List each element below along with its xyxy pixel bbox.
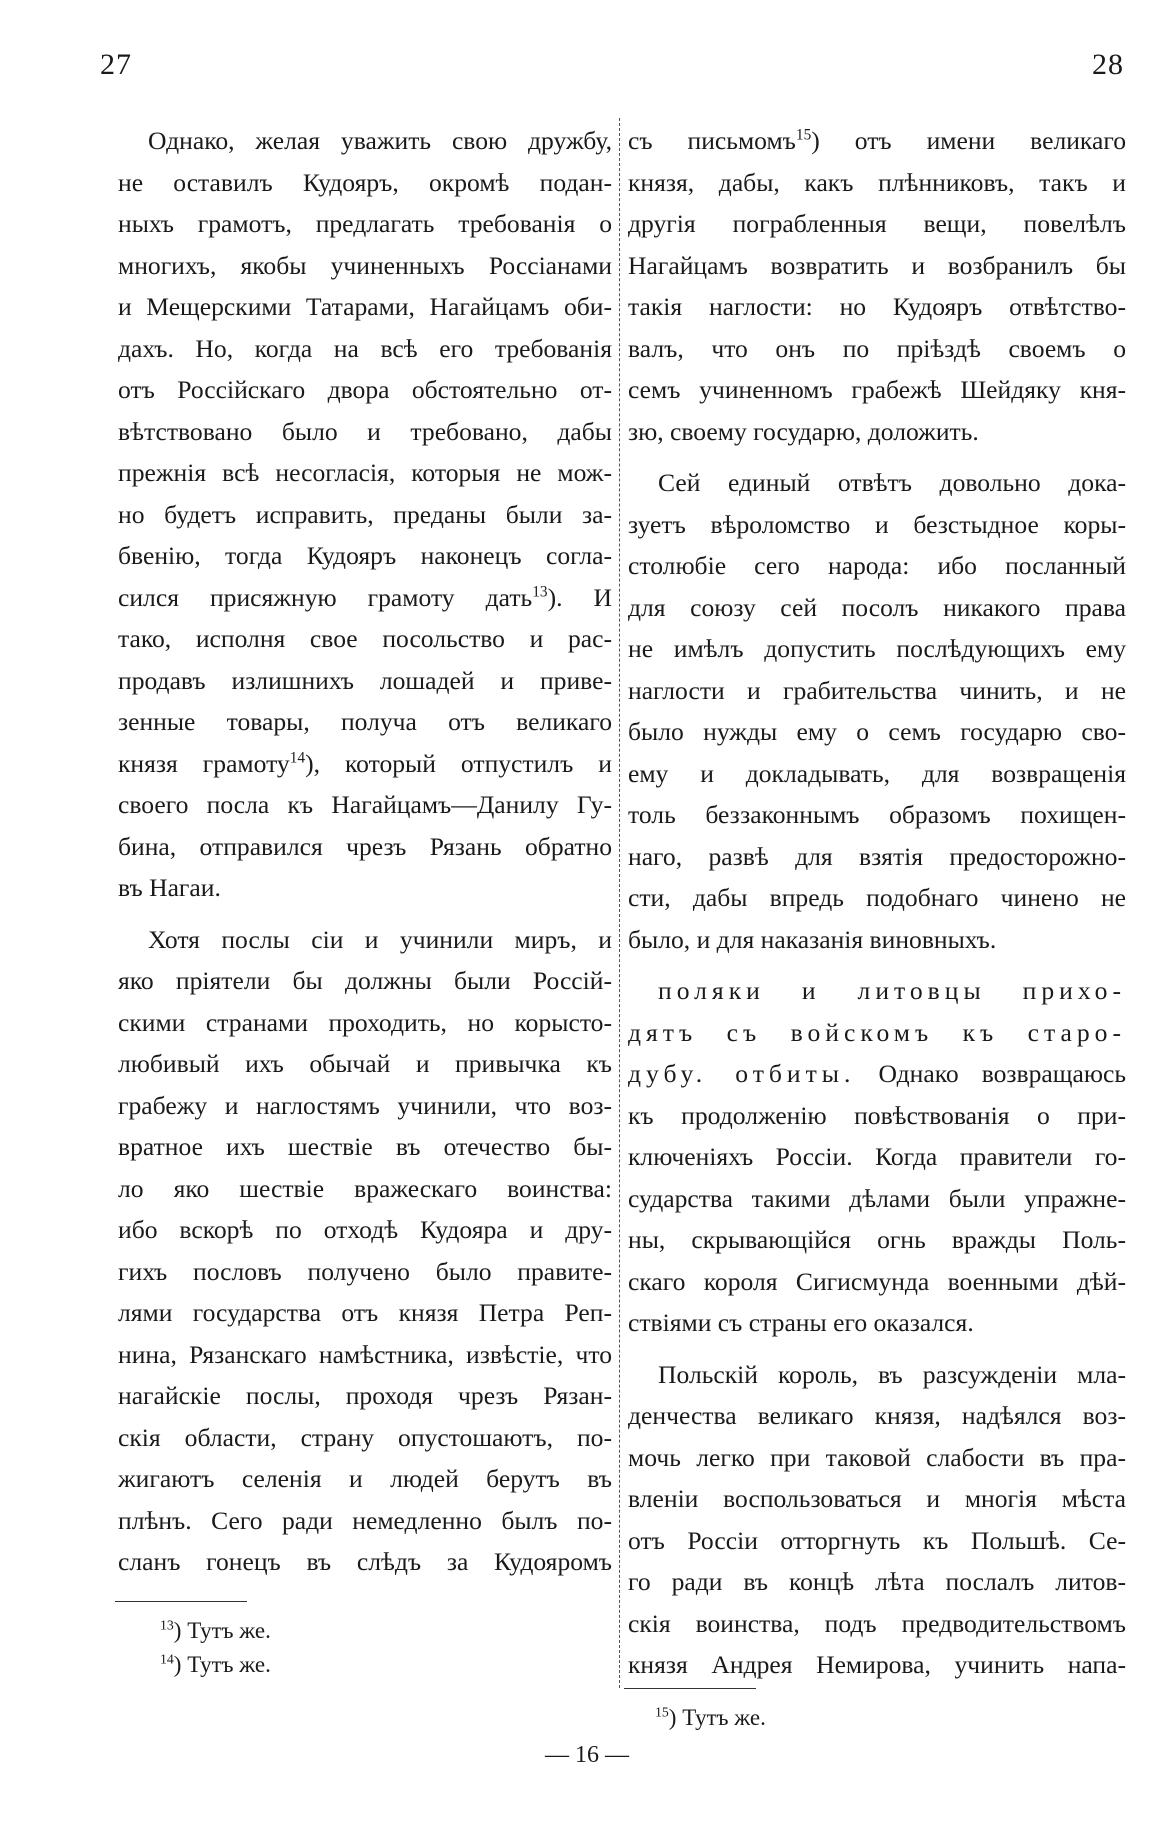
line-text: сланъ гонецъ въ слѣдъ за Кудояромъ xyxy=(118,1547,612,1576)
text-line xyxy=(118,1251,612,1293)
line-text: для союзу сей посолъ никакого права xyxy=(628,592,1126,622)
text-line xyxy=(118,577,612,619)
text-line xyxy=(628,545,1126,587)
line-text: скія воинства, подъ предводительствомъ xyxy=(628,1608,1126,1638)
line-text: наго, развѣ для взятія предосторожно- xyxy=(628,841,1126,871)
line-text-after: ) отъ имени великаго xyxy=(811,126,1126,155)
text-line xyxy=(118,245,612,287)
text-line xyxy=(118,1126,612,1168)
text-line xyxy=(628,328,1126,370)
text-line xyxy=(628,369,1126,411)
line-text: другія пограбленныя вещи, повелѣлъ xyxy=(628,209,1126,238)
line-text: жигаютъ селенія и людей берутъ въ xyxy=(118,1464,612,1493)
line-text: продавъ излишнихъ лошадей и приве- xyxy=(118,665,612,695)
text-line xyxy=(118,743,612,785)
footnote-number: 14 xyxy=(160,1651,174,1667)
text-line xyxy=(628,1012,1126,1054)
line-text: вратное ихъ шествіе въ отечество бы- xyxy=(118,1132,612,1161)
text-line xyxy=(628,1053,1126,1095)
text-line xyxy=(118,452,612,494)
line-text: Однако, желая уважить свою дружбу, xyxy=(148,126,612,155)
line-text: мочь легко при таковой слабости въ пра- xyxy=(628,1442,1126,1472)
text-line xyxy=(118,535,612,577)
line-text: князя грамоту xyxy=(118,748,290,778)
paragraph-gap xyxy=(628,960,1126,970)
page-number-right: 28 xyxy=(1092,48,1124,81)
text-line xyxy=(628,1395,1126,1437)
text-line xyxy=(118,328,612,370)
section-heading: поляки и литовцы прихо- xyxy=(658,976,1126,1005)
section-heading: дубу. отбиты. xyxy=(628,1059,856,1088)
text-line xyxy=(118,120,612,162)
sheet-number: — 16 — xyxy=(545,1742,629,1768)
line-text: съ письмомъ xyxy=(628,126,796,155)
text-line xyxy=(628,1095,1126,1137)
text-line xyxy=(628,794,1126,836)
line-text: наглости и грабительства чинить, и не xyxy=(628,675,1126,705)
line-text: не оставилъ Кудояръ, окромѣ подан- xyxy=(118,167,612,197)
line-text: Нагайцамъ возвратить и возбранилъ бы xyxy=(628,250,1126,280)
line-text-after: Однако возвращаюсь xyxy=(855,1059,1126,1088)
line-text: своего посла къ Нагайцамъ—Данилу Гу- xyxy=(118,790,612,819)
line-text: сился присяжную грамоту дать xyxy=(118,582,533,612)
line-text: зенные товары, получа отъ великаго xyxy=(118,707,612,736)
section-heading: дятъ съ войскомъ къ старо- xyxy=(628,1017,1126,1047)
line-text-after: ), который отпустилъ и xyxy=(305,748,612,778)
text-line xyxy=(628,1520,1126,1562)
text-line xyxy=(118,203,612,245)
line-text: зуетъ вѣроломство и безстыдное коры- xyxy=(628,509,1126,539)
line-text: столюбіе сего народа: ибо посланный xyxy=(628,551,1126,580)
line-text: грабежу и наглостямъ учинили, что воз- xyxy=(118,1090,612,1120)
line-text: князя Андрея Немирова, учинить напа- xyxy=(628,1650,1126,1679)
text-line xyxy=(628,1437,1126,1479)
text-line xyxy=(628,836,1126,878)
footnote xyxy=(655,1701,766,1735)
line-text: Хотя послы сіи и учинили миръ, и xyxy=(148,924,612,954)
text-line xyxy=(118,1500,612,1542)
text-line xyxy=(628,753,1126,795)
text-line xyxy=(118,1168,612,1210)
text-line xyxy=(628,1219,1126,1261)
text-line xyxy=(118,1375,612,1417)
line-text: яко пріятели бы должны были Россій- xyxy=(118,966,612,995)
text-line xyxy=(118,286,612,328)
text-line xyxy=(118,162,612,204)
text-line xyxy=(118,1209,612,1251)
text-line xyxy=(628,1302,1126,1344)
line-text: семъ учиненномъ грабежѣ Шейдяку кня- xyxy=(628,375,1126,404)
line-text: ны, скрывающійся огнь вражды Поль- xyxy=(628,1225,1126,1254)
line-text: вѣтствовано было и требовано, дабы xyxy=(118,416,612,446)
right-text-column xyxy=(628,120,1126,1686)
paragraph-gap xyxy=(628,452,1126,462)
text-line xyxy=(118,826,612,868)
footnote-text: ) Тутъ же. xyxy=(173,1618,271,1643)
footnote-rule-right xyxy=(624,1688,756,1689)
text-line xyxy=(118,411,612,453)
line-text: скія области, страну опустошаютъ, по- xyxy=(118,1422,612,1452)
line-text: ныхъ грамотъ, предлагать требованія о xyxy=(118,209,612,238)
text-line xyxy=(628,1478,1126,1520)
text-line xyxy=(118,1085,612,1127)
text-line xyxy=(628,162,1126,204)
left-text-column xyxy=(118,120,612,1583)
text-line xyxy=(628,1603,1126,1645)
text-line xyxy=(118,919,612,961)
footnote-number: 13 xyxy=(160,1617,174,1633)
line-text: толь беззаконнымъ образомъ похищен- xyxy=(628,800,1126,829)
line-text: отъ Россійскаго двора обстоятельно от- xyxy=(118,375,612,404)
text-line xyxy=(628,245,1126,287)
line-text: валъ, что онъ по пріѣздѣ своемъ о xyxy=(628,333,1126,363)
footnote-text: ) Тутъ же. xyxy=(173,1652,271,1677)
text-line xyxy=(118,1043,612,1085)
text-line xyxy=(628,1136,1126,1178)
text-line xyxy=(628,504,1126,546)
text-line xyxy=(628,1354,1126,1396)
text-line xyxy=(118,660,612,702)
text-line xyxy=(118,494,612,536)
text-line xyxy=(628,286,1126,328)
text-line xyxy=(118,1541,612,1583)
footnotes-left xyxy=(160,1614,271,1682)
line-text: бвенію, тогда Кудояръ наконецъ согла- xyxy=(118,541,612,570)
footnote-rule-left xyxy=(115,1601,247,1602)
footnote xyxy=(160,1648,271,1682)
line-text: скаго короля Сигисмунда военными дѣй- xyxy=(628,1266,1126,1296)
line-text: дахъ. Но, когда на всѣ его требованія xyxy=(118,333,612,363)
text-line xyxy=(628,587,1126,629)
text-line xyxy=(118,1458,612,1500)
text-line xyxy=(118,784,612,826)
line-text: денчества великаго князя, надѣялся воз- xyxy=(628,1401,1126,1430)
line-text: князя, дабы, какъ плѣнниковъ, такъ и xyxy=(628,167,1126,197)
line-text: къ продолженію повѣствованія о при- xyxy=(628,1100,1126,1130)
text-line xyxy=(628,1178,1126,1220)
line-text: не имѣлъ допустить послѣдующихъ ему xyxy=(628,634,1126,663)
text-line xyxy=(628,1261,1126,1303)
text-line xyxy=(628,411,1126,453)
text-line xyxy=(628,203,1126,245)
footnote-text: ) Тутъ же. xyxy=(668,1705,766,1730)
text-line xyxy=(628,670,1126,712)
paragraph-gap xyxy=(628,1344,1126,1354)
text-line xyxy=(628,120,1126,162)
footnote-number: 15 xyxy=(655,1704,669,1720)
line-text: лями государства отъ князя Петра Реп- xyxy=(118,1298,612,1327)
text-line xyxy=(118,960,612,1002)
footnote-ref: 14 xyxy=(289,748,306,766)
text-line xyxy=(628,1561,1126,1603)
text-line xyxy=(118,618,612,660)
text-line xyxy=(118,867,612,909)
footnote-ref: 13 xyxy=(532,582,548,600)
line-text: было, и для наказанія виновныхъ. xyxy=(628,924,997,954)
line-text: ибо вскорѣ по отходѣ Кудояра и дру- xyxy=(118,1215,612,1244)
line-text: въ Нагаи. xyxy=(118,873,221,902)
line-text: ствіями съ страны его оказался. xyxy=(628,1308,974,1337)
line-text: ключеніяхъ Россіи. Когда правители го- xyxy=(628,1142,1126,1171)
footnote-ref: 15 xyxy=(795,126,812,144)
line-text-after: ). И xyxy=(547,582,612,612)
text-line xyxy=(118,1002,612,1044)
text-line xyxy=(628,462,1126,504)
line-text: нагайскіе послы, проходя чрезъ Рязан- xyxy=(118,1381,612,1410)
text-line xyxy=(118,701,612,743)
line-text: зю, своему государю, доложить. xyxy=(628,416,979,446)
line-text: тако, исполня свое посольство и рас- xyxy=(118,624,612,653)
paragraph-gap xyxy=(118,909,612,919)
text-line xyxy=(628,1644,1126,1686)
text-line xyxy=(628,628,1126,670)
line-text: такія наглости: но Кудояръ отвѣтство- xyxy=(628,292,1126,321)
line-text: было нужды ему о семъ государю сво- xyxy=(628,717,1126,746)
line-text: но будетъ исправить, преданы были за- xyxy=(118,499,612,529)
text-line xyxy=(628,919,1126,961)
text-line xyxy=(628,877,1126,919)
line-text: нина, Рязанскаго намѣстника, извѣстіе, что xyxy=(118,1339,612,1369)
column-divider xyxy=(619,118,620,1688)
line-text: прежнія всѣ несогласія, которыя не мож- xyxy=(118,458,612,487)
line-text: любивый ихъ обычай и привычка къ xyxy=(118,1049,612,1078)
line-text: ему и докладывать, для возвращенія xyxy=(628,758,1126,788)
line-text: бина, отправился чрезъ Рязань обратно xyxy=(118,831,612,861)
line-text: скими странами проходить, но корысто- xyxy=(118,1007,612,1037)
line-text: плѣнъ. Сего ради немедленно былъ по- xyxy=(118,1505,612,1535)
line-text: и Мещерскими Татарами, Нагайцамъ оби- xyxy=(118,292,612,321)
line-text: ло яко шествіе вражескаго воинства: xyxy=(118,1173,612,1203)
line-text: гихъ пословъ получено было правите- xyxy=(118,1256,612,1286)
line-text: Сей единый отвѣтъ довольно дока- xyxy=(658,468,1126,497)
line-text: отъ Россіи отторгнуть къ Польшѣ. Се- xyxy=(628,1525,1126,1555)
page-number-left: 27 xyxy=(100,48,132,81)
line-text: сударства такими дѣлами были упражне- xyxy=(628,1183,1126,1213)
text-line xyxy=(628,970,1126,1012)
text-line xyxy=(628,711,1126,753)
line-text: го ради въ концѣ лѣта послалъ литов- xyxy=(628,1567,1126,1596)
line-text: вленіи воспользоваться и многія мѣста xyxy=(628,1484,1126,1513)
line-text: сти, дабы впредь подобнаго чинено не xyxy=(628,883,1126,912)
text-line xyxy=(118,1417,612,1459)
footnotes-right xyxy=(655,1701,766,1735)
text-line xyxy=(118,1334,612,1376)
line-text: Польскій король, въ разсужденіи мла- xyxy=(658,1359,1126,1389)
line-text: многихъ, якобы учиненныхъ Россіанами xyxy=(118,250,612,280)
text-line xyxy=(118,1292,612,1334)
text-line xyxy=(118,369,612,411)
footnote xyxy=(160,1614,271,1648)
